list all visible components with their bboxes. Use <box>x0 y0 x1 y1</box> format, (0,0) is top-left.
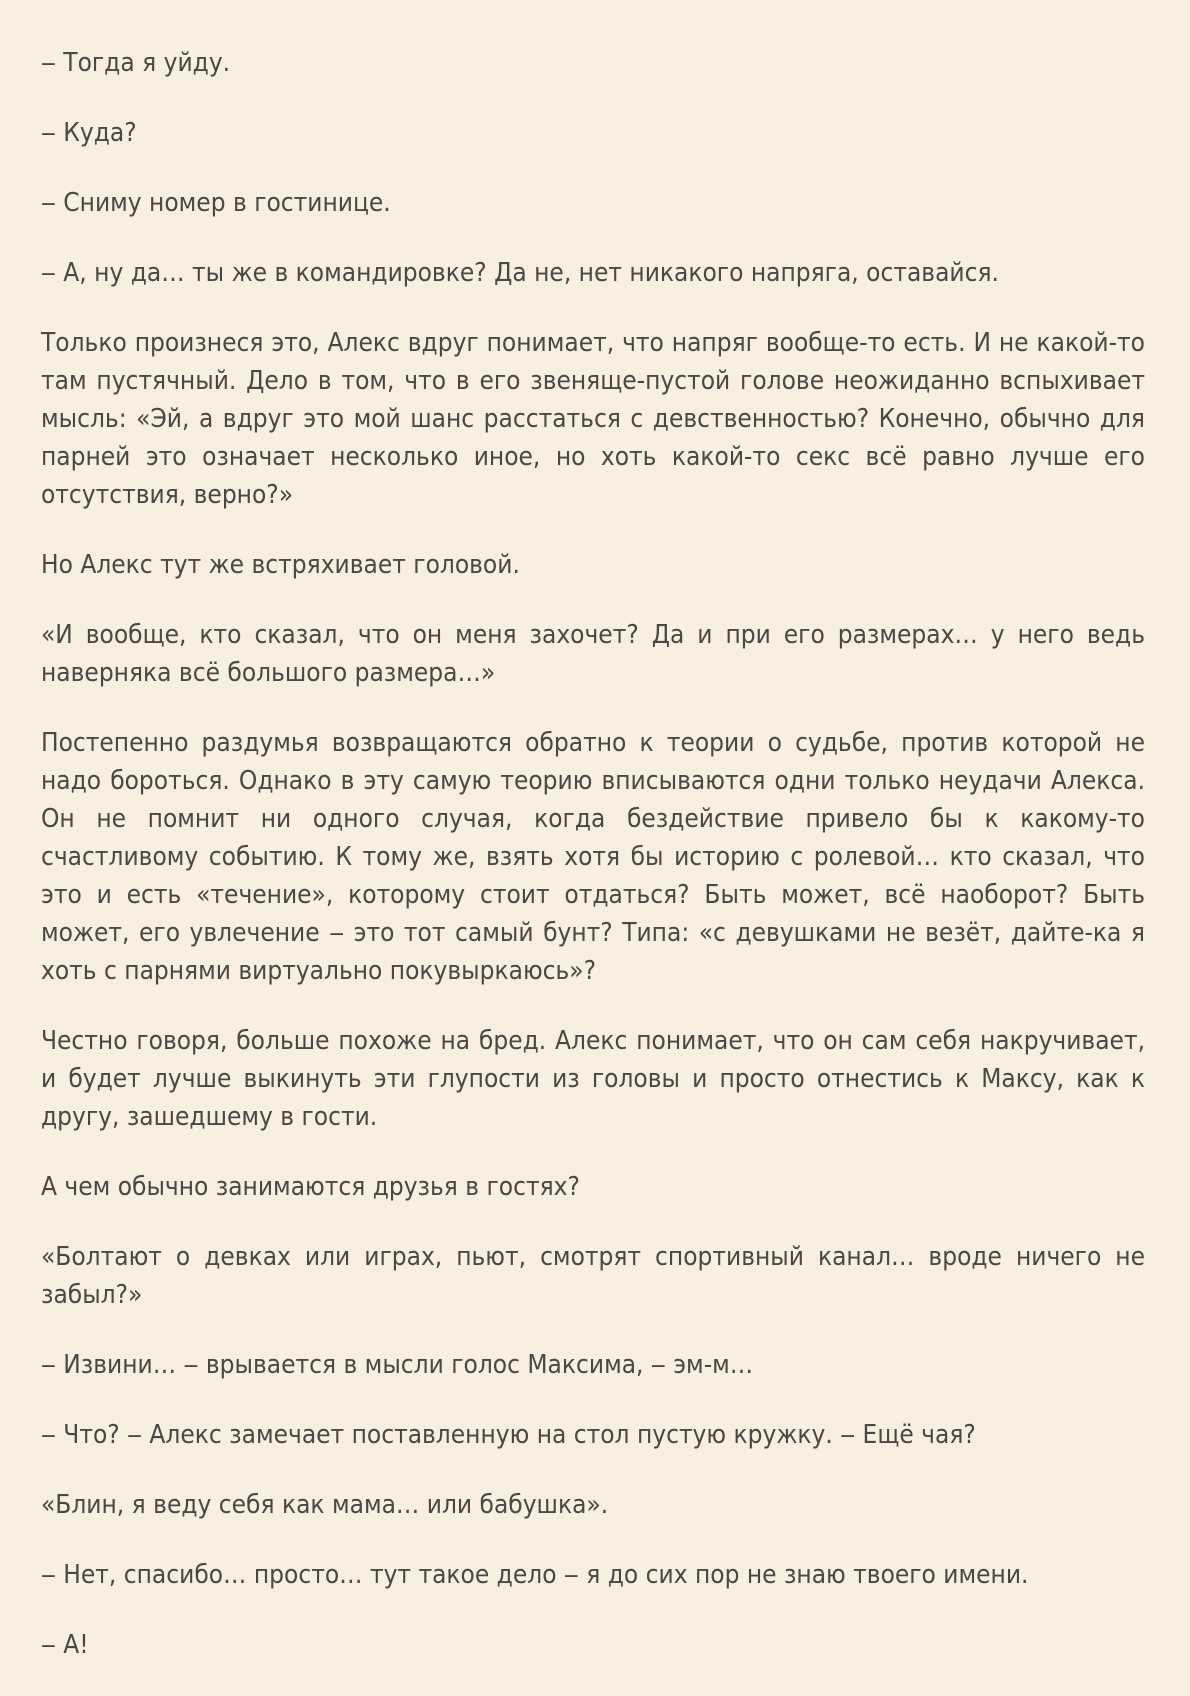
paragraph: Постепенно раздумья возвращаются обратно к теории о судьбе, против которой не надо бороться. Однако в эту самую теорию вписываются одни только неудачи Алекса. Он не помнит ни одного случая, когда бездействие привело бы к какому-то счастливому событию. К тому же, взять хотя бы историю с ролевой… кто сказал, что это и есть «течение», которому стоит отдаться? Быть может, всё наоборот? Быть может, его увлечение ‒ это тот самый бунт? Типа: «с девушками не везёт, дайте-ка я хоть с парнями виртуально покувыркаюсь»? <box>41 728 1145 986</box>
paragraph: ‒ А! <box>41 1630 89 1660</box>
document-page <box>41 44 1145 1696</box>
paragraph: ‒ А, ну да… ты же в командировке? Да не, нет никакого напряга, оставайся. <box>41 258 999 288</box>
paragraph: «И вообще, кто сказал, что он меня захочет? Да и при его размерах… у него ведь наверняка всё большого размера…» <box>41 620 1145 688</box>
paragraph: ‒ Куда? <box>41 118 137 148</box>
paragraph: ‒ Нет, спасибо… просто… тут такое дело ‒ я до сих пор не знаю твоего имени. <box>41 1560 1029 1590</box>
paragraph: А чем обычно занимаются друзья в гостях? <box>41 1172 580 1202</box>
paragraph: ‒ Извини… ‒ врывается в мысли голос Максима, ‒ эм-м… <box>41 1350 754 1380</box>
paragraph: «Болтают о девках или играх, пьют, смотрят спортивный канал… вроде ничего не забыл?» <box>41 1242 1145 1310</box>
paragraph: Но Алекс тут же встряхивает головой. <box>41 550 520 580</box>
paragraph: Честно говоря, больше похоже на бред. Алекс понимает, что он сам себя накручивает, и будет лучше выкинуть эти глупости из головы и просто отнестись к Максу, как к другу, зашедшему в гости. <box>41 1026 1145 1132</box>
paragraph: ‒ Тогда я уйду. <box>41 48 231 78</box>
paragraph: ‒ Что? ‒ Алекс замечает поставленную на стол пустую кружку. ‒ Ещё чая? <box>41 1420 976 1450</box>
paragraph: Только произнеся это, Алекс вдруг понимает, что напряг вообще-то есть. И не какой-то там пустячный. Дело в том, что в его звеняще-пустой голове неожиданно вспыхивает мысль: «Эй, а вдруг это мой шанс расстаться с девственностью? Конечно, обычно для парней это означает несколько иное, но хоть какой-то секс всё равно лучше его отсутствия, верно?» <box>41 328 1145 510</box>
paragraph: «Блин, я веду себя как мама… или бабушка». <box>41 1490 609 1520</box>
paragraph: ‒ Сниму номер в гостинице. <box>41 188 391 218</box>
